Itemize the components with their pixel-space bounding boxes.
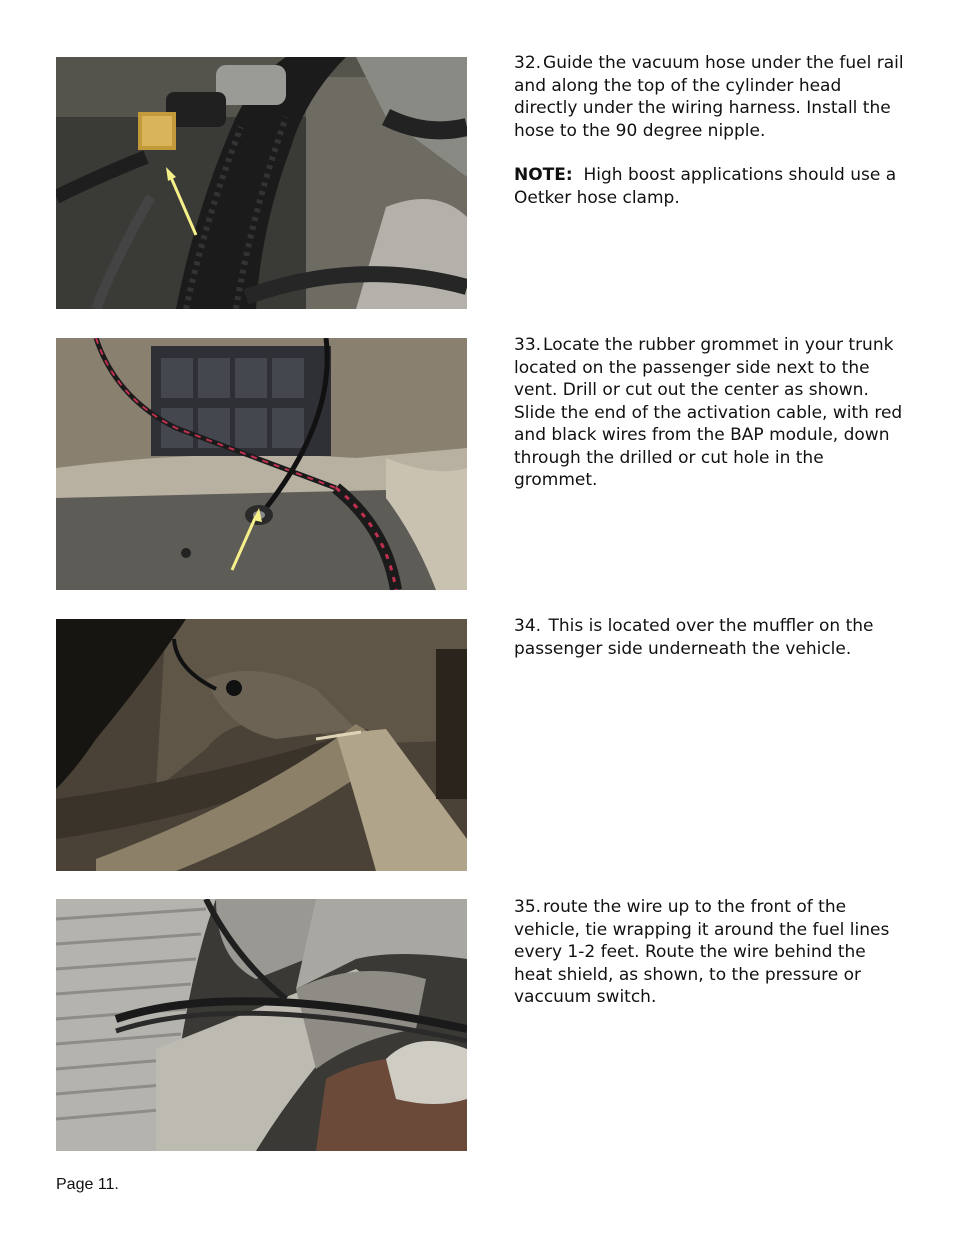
- step-34-number: 34.: [514, 616, 542, 636]
- step-35-text: route the wire up to the front of the vehicle, tie wrapping it around the fuel lines every 1-2 feet. Route the wire behind the heat shield, as shown, to the pressure or vaccuum switch.: [514, 897, 890, 1007]
- step-32-note: [514, 164, 906, 209]
- step-34-instruction: [514, 615, 906, 660]
- step-34-text: This is located over the muffler on the passenger side underneath the vehicle.: [514, 616, 874, 659]
- step-32-text: Guide the vacuum hose under the fuel rail and along the top of the cylinder head directly under the wiring harness. Install the hose to the 90 degree nipple.: [514, 53, 904, 141]
- note-label: NOTE:: [514, 165, 573, 185]
- step-33-text: Locate the rubber grommet in your trunk located on the passenger side next to the vent. Drill or cut out the center as shown. Slide the end of the activation cable, with red and black wires from the BAP module, down through the drilled or cut hole in the grommet.: [514, 335, 903, 490]
- page-number: Page 11.: [56, 1176, 119, 1193]
- engine-bay-vacuum-hose-photo: [56, 57, 467, 309]
- heat-shield-wire-photo: [56, 899, 467, 1151]
- underbody-muffler-photo: [56, 619, 467, 871]
- trunk-grommet-photo: [56, 338, 467, 590]
- step-35-number: 35.: [514, 897, 542, 917]
- step-33: [514, 334, 906, 492]
- step-32: [514, 52, 906, 209]
- step-34: [514, 615, 906, 660]
- step-32-number: 32.: [514, 53, 542, 73]
- step-33-number: 33.: [514, 335, 542, 355]
- step-35: [514, 896, 906, 1009]
- note-text: High boost applications should use a Oetker hose clamp.: [514, 165, 897, 208]
- step-32-instruction: [514, 52, 906, 142]
- step-33-instruction: [514, 334, 906, 492]
- step-35-instruction: [514, 896, 906, 1009]
